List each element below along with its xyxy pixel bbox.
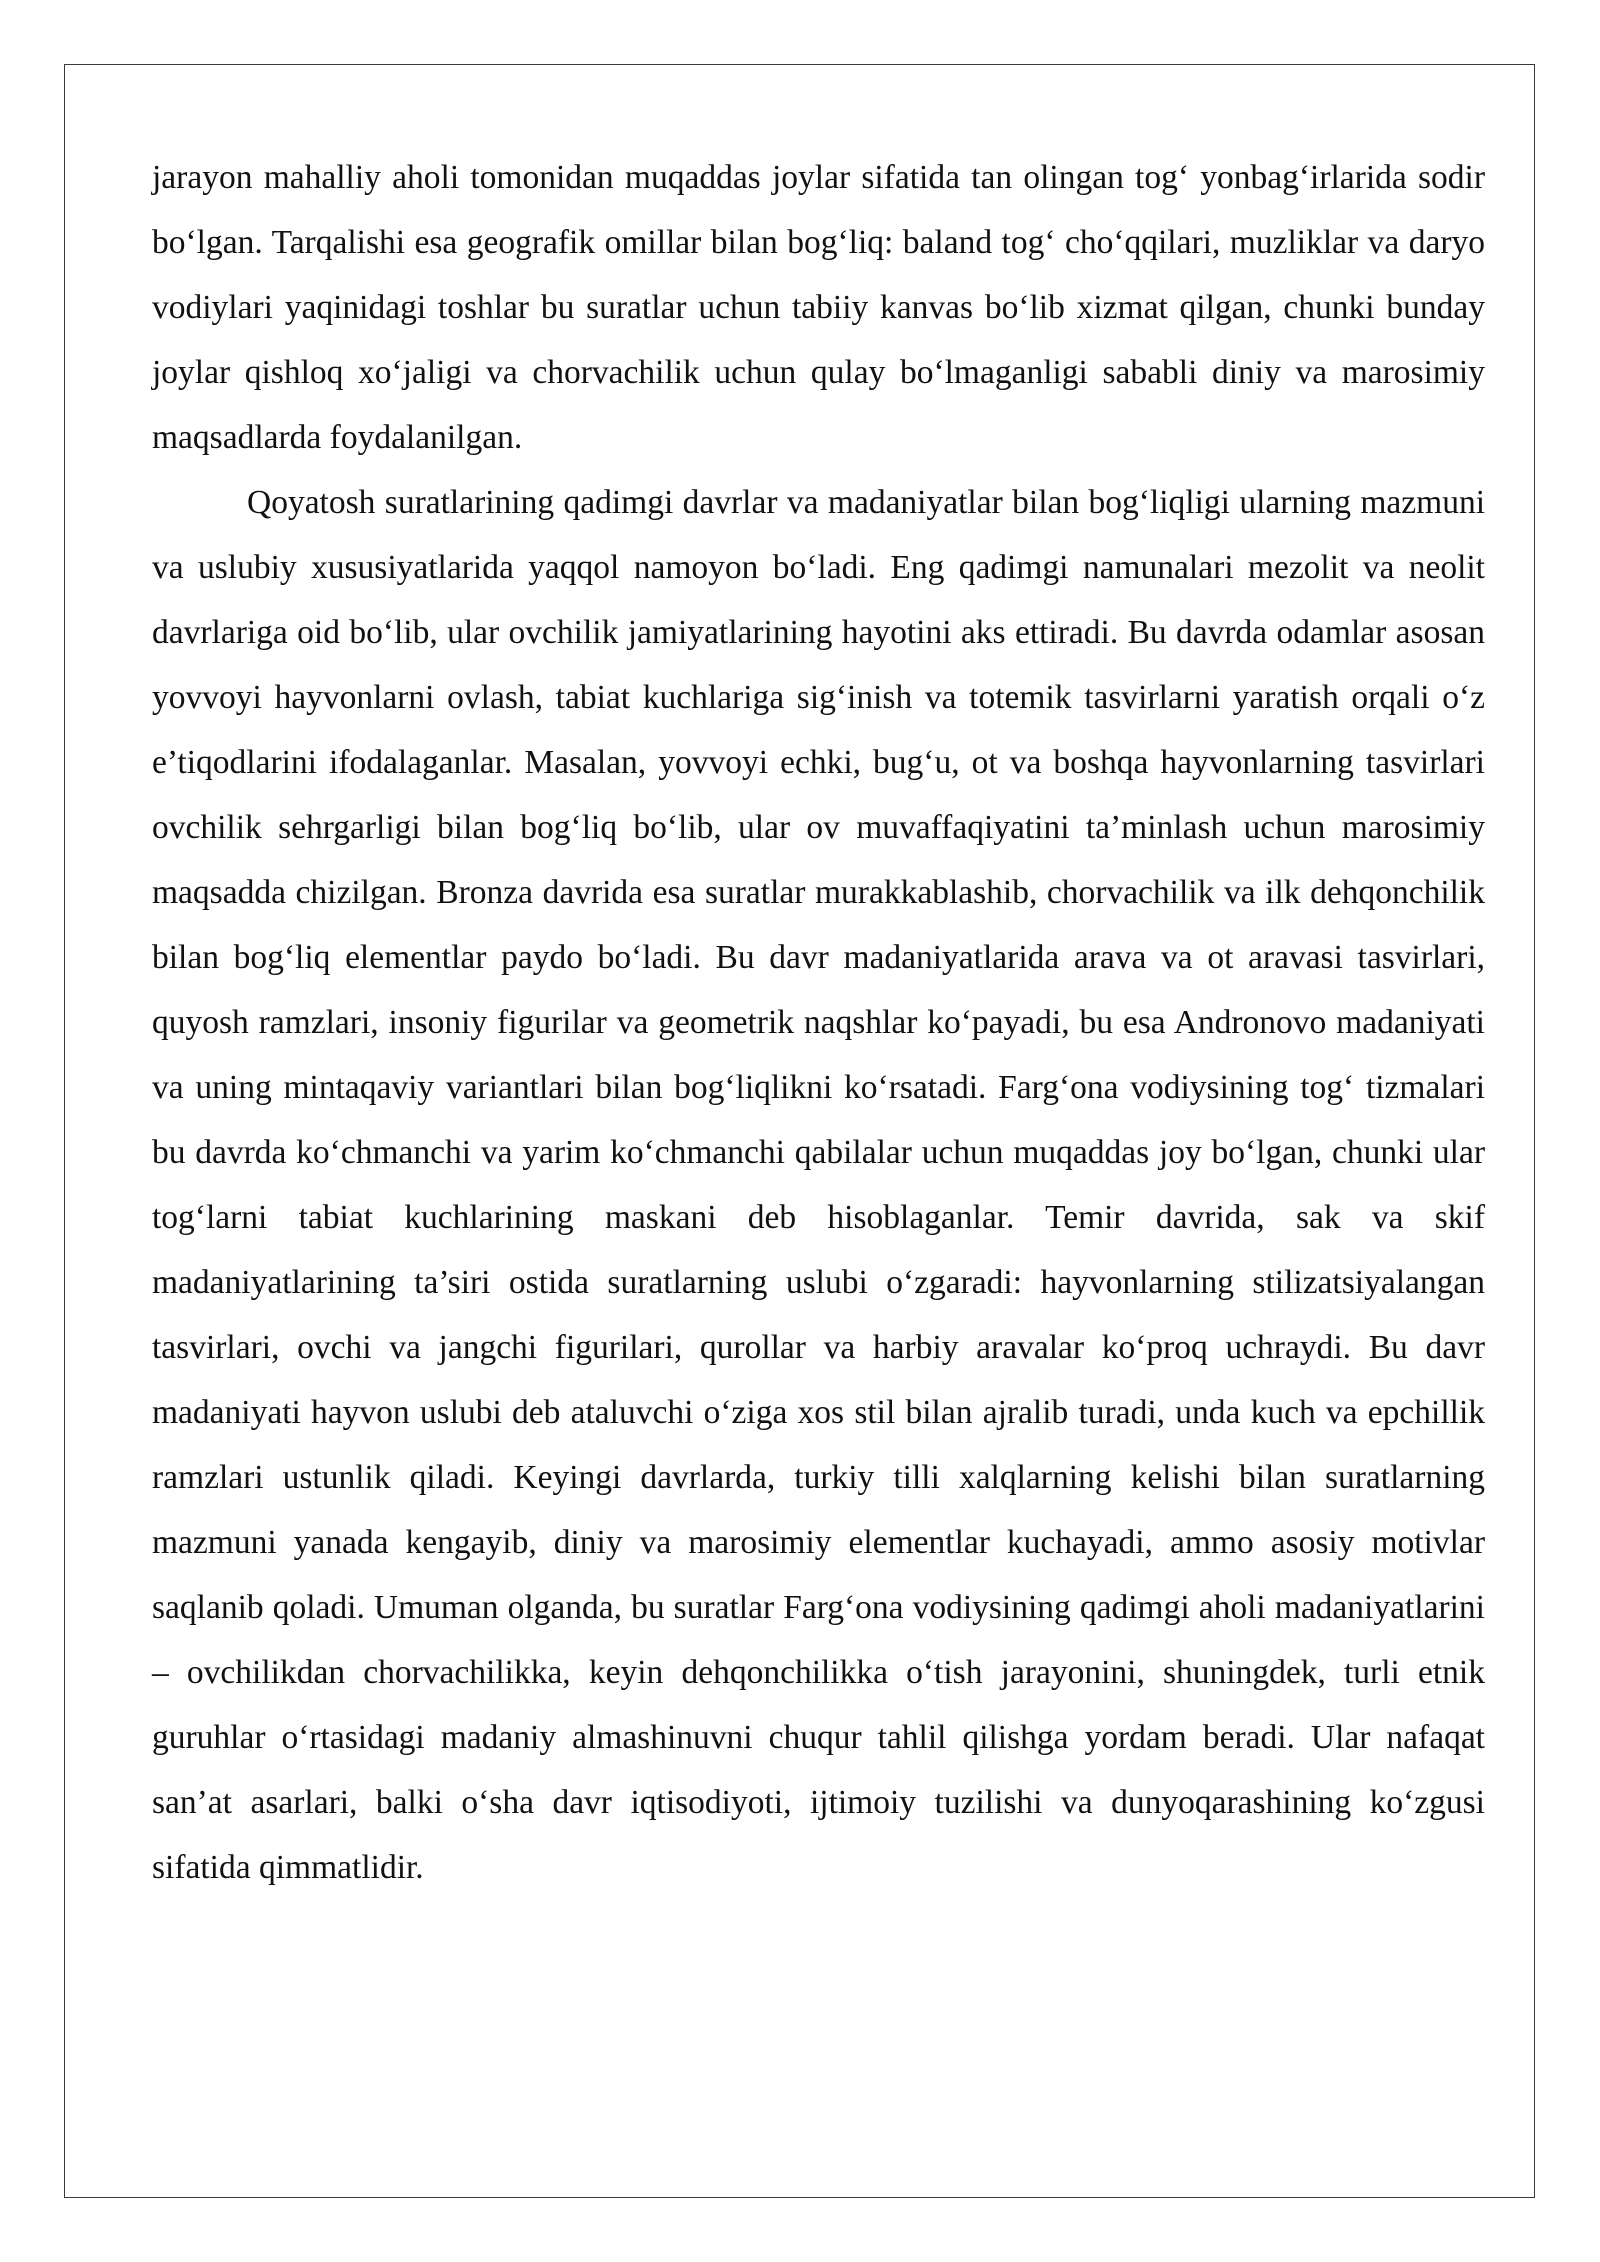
paragraph-rock-art-cultures: Qoyatosh suratlarining qadimgi davrlar va madaniyatlar bilan bog‘liqligi ularning mazmuni va uslubiy xususiyatlarida yaqqol namoyon bo‘ladi. Eng qadimgi namunalari mezolit va neolit davrlariga oid bo‘lib, ular ovchilik jamiyatlarining hayotini aks ettiradi. Bu davrda odamlar asosan yovvoyi hayvonlarni ovlash, tabiat kuchlariga sig‘inish va totemik tasvirlarni yaratish orqali o‘z e’tiqodlarini ifodalaganlar. Masalan, yovvoyi echki, bug‘u, ot va boshqa hayvonlarning tasvirlari ovchilik sehrgarligi bilan bog‘liq bo‘lib, ular ov muvaffaqiyatini ta’minlash uchun marosimiy maqsadda chizilgan. Bronza davrida esa suratlar murakkablashib, chorvachilik va ilk dehqonchilik bilan bog‘liq elementlar paydo bo‘ladi. Bu davr madaniyatlarida arava va ot aravasi tasvirlari, quyosh ramzlari, insoniy figurilar va geometrik naqshlar ko‘payadi, bu esa Andronovo madaniyati va uning mintaqaviy variantlari bilan bog‘liqlikni ko‘rsatadi. Farg‘ona vodiysining tog‘ tizmalari bu davrda ko‘chmanchi va yarim ko‘chmanchi qabilalar uchun muqaddas joy bo‘lgan, chunki ular tog‘larni tabiat kuchlarining maskani deb hisoblaganlar. Temir davrida, sak va skif madaniyatlarining ta’siri ostida suratlarning uslubi o‘zgaradi: hayvonlarning stilizatsiyalangan tasvirlari, ovchi va jangchi figurilari, qurollar va harbiy aravalar ko‘proq uchraydi. Bu davr madaniyati hayvon uslubi deb ataluvchi o‘ziga xos stil bilan ajralib turadi, unda kuch va epchillik ramzlari ustunlik qiladi. Keyingi davrlarda, turkiy tilli xalqlarning kelishi bilan suratlarning mazmuni yanada kengayib, diniy va marosimiy elementlar kuchayadi, ammo asosiy motivlar saqlanib qoladi. Umuman olganda, bu suratlar Farg‘ona vodiysining qadimgi aholi madaniyatlarini – ovchilikdan chorvachilikka, keyin dehqonchilikka o‘tish jarayonini, shuningdek, turli etnik guruhlar o‘rtasidagi madaniy almashinuvni chuqur tahlil qilishga yordam beradi. Ular nafaqat san’at asarlari, balki o‘sha davr iqtisodiyoti, ijtimoiy tuzilishi va dunyoqarashining ko‘zgusi sifatida qimmatlidir. bbox=[152, 484, 1485, 1886]
document-body bbox=[152, 145, 1485, 1900]
paragraph-continuation: jarayon mahalliy aholi tomonidan muqaddas joylar sifatida tan olingan tog‘ yonbag‘irlarida sodir bo‘lgan. Tarqalishi esa geografik omillar bilan bog‘liq: baland tog‘ cho‘qqilari, muzliklar va daryo vodiylari yaqinidagi toshlar bu suratlar uchun tabiiy kanvas bo‘lib xizmat qilgan, chunki bunday joylar qishloq xo‘jaligi va chorvachilik uchun qulay bo‘lmaganligi sababli diniy va marosimiy maqsadlarda foydalanilgan. bbox=[152, 159, 1485, 456]
